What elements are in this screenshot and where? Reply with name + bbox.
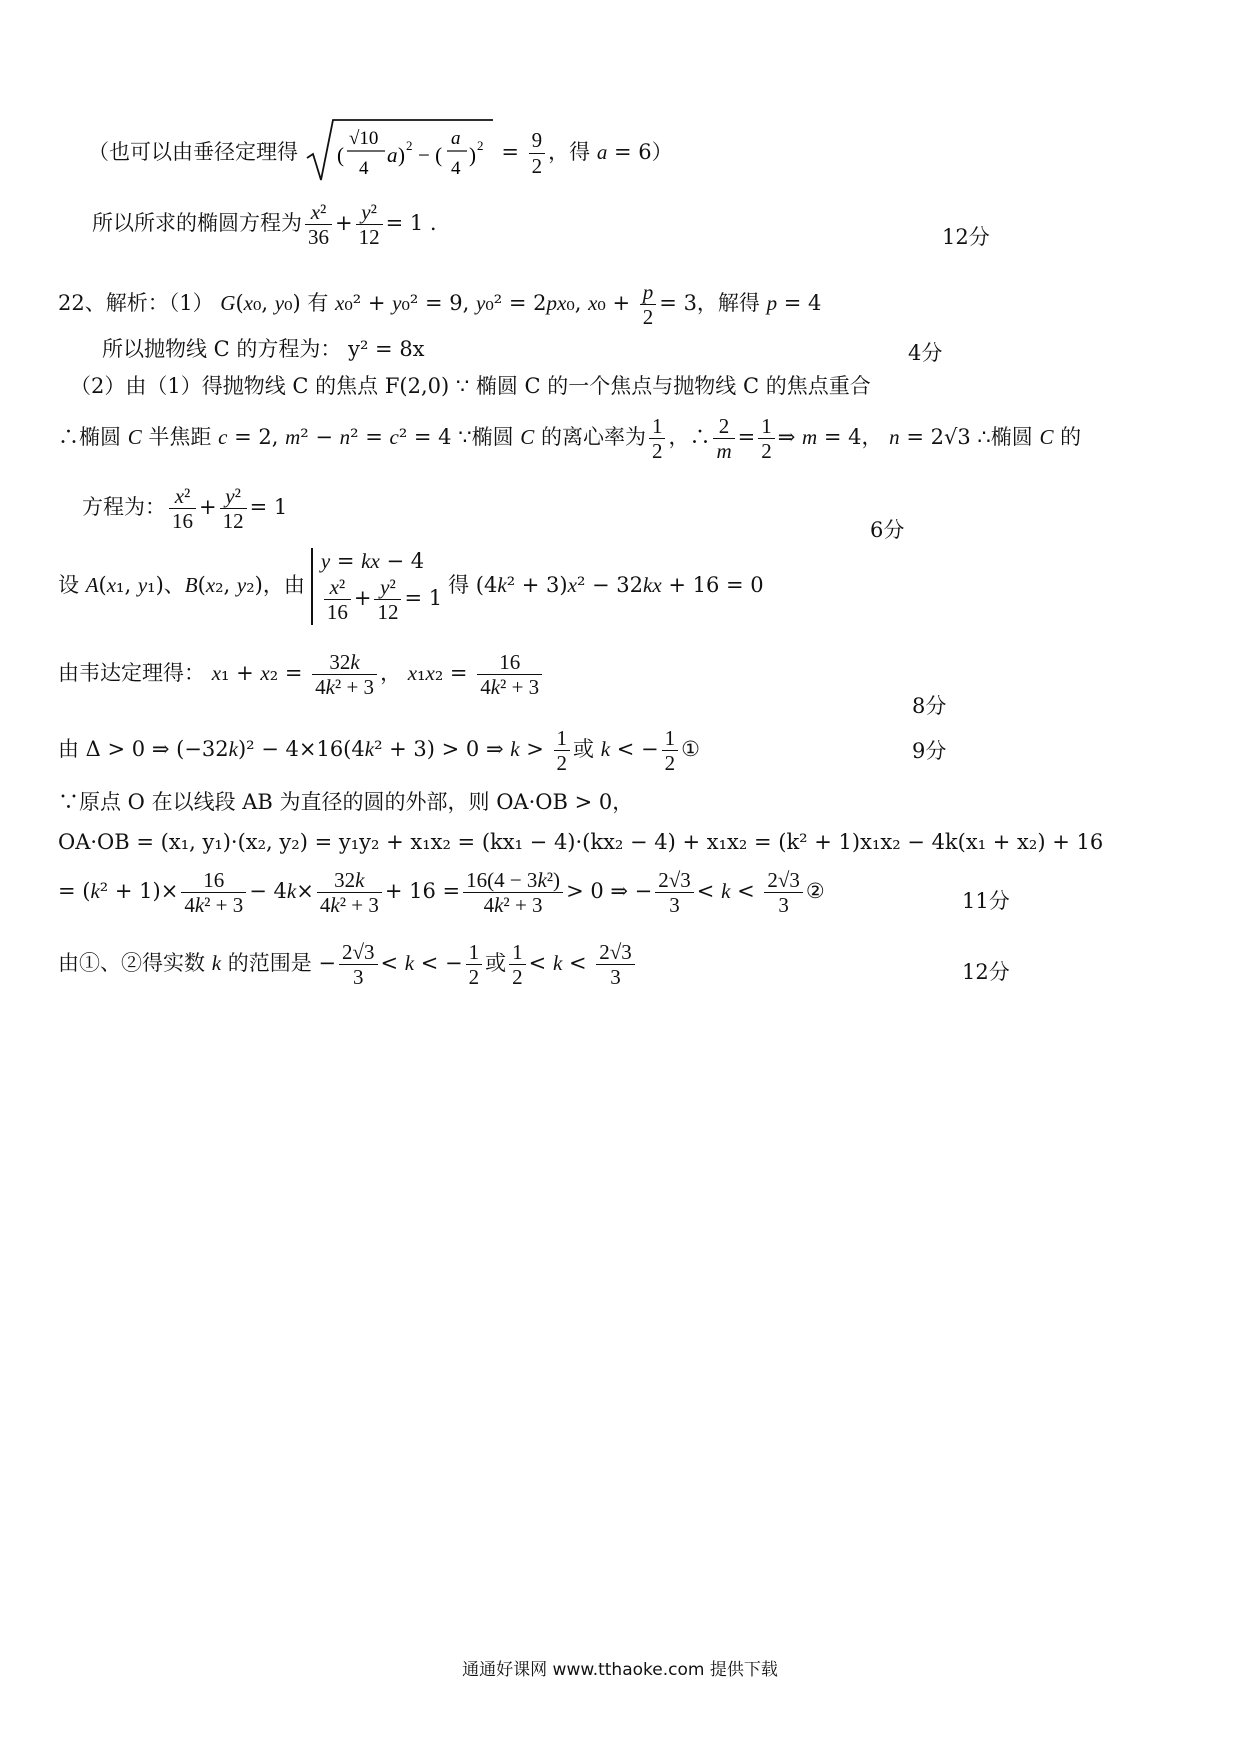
svg-text:√10: √10 — [348, 128, 379, 149]
score-12-a: 12分 — [942, 225, 990, 249]
svg-text:): ) — [397, 143, 405, 167]
svg-text:a: a — [450, 128, 461, 149]
line-13: = (k² + 1)× $\frac{16}{\text{4k² + 3}}$ − 4k× $\frac{32k}{\text{4k² + 3}}$ + 16 = $\frac{\text{16(4 − 3k²)}}{\text{4k² + 3}}$ > 0 ⇒ − $\frac{2√3}{3}$ < k < $\frac{2√3}{3}$ ② — [58, 868, 825, 918]
score-9: 9分 — [912, 739, 947, 763]
line-12 — [58, 830, 1103, 855]
line-7: 方程为： $\frac{\text{x²}}{16}$ + $\frac{\text{y²}}{12}$ = 1 — [82, 484, 288, 534]
line-1-render: （也可以由垂径定理得 ( √10 4 a ) 2 − ( a 4 ) 2 = $\frac{9}{2}$ ，得 a = 6） — [88, 140, 673, 164]
score-11: 11分 — [962, 889, 1010, 913]
line-12-text: OA·OB = (x₁, y₁)·(x₂, y₂) = y₁y₂ + x₁x₂ = (kx₁ − 4)·(kx₂ − 4) + x₁x₂ = (k² + 1)x₁x₂ − 4k(x₁ + x₂) + 16 — [58, 830, 1104, 854]
line-9: 由韦达定理得： x₁ + x₂ = $\frac{32k}{\text{4k² + 3}}$ ， x₁x₂ = $\frac{16}{\text{4k² + 3}}$ — [58, 650, 545, 699]
line-3: 22、解析：（1） G(x₀, y₀) 有 x₀² + y₀² = 9, y₀² = 2px₀, x₀ + $\frac{p}{2}$ = 3，解得 p = 4 — [58, 280, 822, 330]
svg-text:− (: − ( — [417, 143, 442, 167]
line-4-text: 所以抛物线 C 的方程为： y² = 8x — [102, 337, 425, 361]
line-5 — [70, 374, 871, 399]
score-12-b: 12分 — [962, 960, 1010, 984]
line-1 — [88, 118, 673, 188]
svg-text:4: 4 — [358, 158, 369, 179]
svg-text:): ) — [468, 143, 476, 167]
line-2: 所以所求的椭圆方程为 $\frac{\text{x²}}{36}$ + $\frac{\text{y²}}{12}$ = 1 . — [92, 200, 437, 250]
svg-text:2: 2 — [405, 138, 413, 153]
page-footer: 通通好课网 www.tthaoke.com 提供下载 — [462, 1660, 778, 1680]
line-11-text: ∵原点 O 在以线段 AB 为直径的圆的外部，则 OA·OB > 0， — [58, 790, 634, 814]
score-6: 6分 — [870, 518, 905, 542]
svg-text:2: 2 — [476, 138, 484, 153]
line-6: ∴椭圆 C 半焦距 c = 2, m² − n² = c² = 4 ∵椭圆 C 的离心率为 $\frac{1}{2}$ ，∴ $\frac{2}{m}$ = $\frac{1}{2}$ ⇒ m = 4， n = 2√3 ∴椭圆 C 的 — [58, 414, 1082, 464]
svg-text:a: a — [386, 143, 398, 167]
svg-text:4: 4 — [450, 158, 461, 179]
line-4 — [102, 337, 425, 362]
score-8: 8分 — [912, 694, 947, 718]
line-14: 由①、②得实数 k 的范围是 − $\frac{2√3}{3}$ < k < − $\frac{1}{2}$ 或 $\frac{1}{2}$ < k < $\frac{2√3}{3}$ — [58, 940, 638, 989]
svg-text:(: ( — [336, 143, 344, 167]
line-8: 设 A(x₁, y₁)、B(x₂, y₂)，由 y = kx − 4 $\frac{\text{x²}}{16}$ + $\frac{\text{y²}}{12}$ = 1 得 (4k² + 3)x² − 32kx + 16 = 0 — [58, 549, 764, 625]
line-11 — [58, 790, 633, 815]
radical-expression — [305, 118, 495, 188]
line-10: 由 Δ > 0 ⇒ (−32k)² − 4×16(4k² + 3) > 0 ⇒ k > $\frac{1}{2}$ 或 k < − $\frac{1}{2}$ ① — [58, 726, 700, 776]
score-4: 4分 — [908, 341, 943, 365]
line-5-text: （2）由（1）得抛物线 C 的焦点 F(2,0) ∵ 椭圆 C 的一个焦点与抛物线 C 的焦点重合 — [70, 374, 871, 398]
